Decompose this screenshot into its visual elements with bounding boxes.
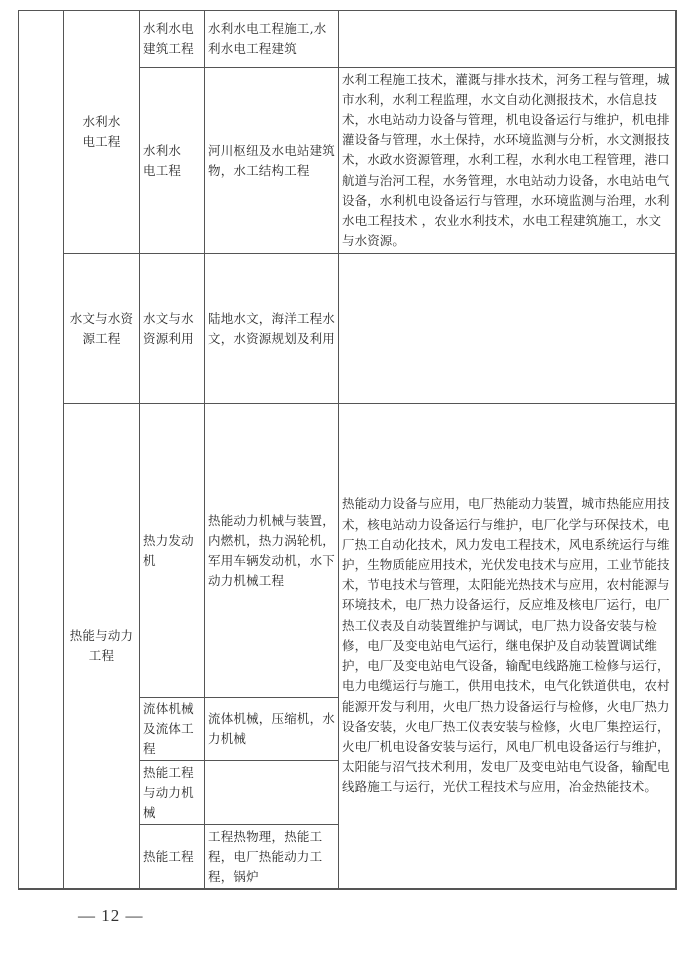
- discipline-label: 水文与水资源工程: [69, 310, 134, 346]
- directions-cell: [204, 403, 339, 698]
- vocational-cell: [338, 67, 676, 254]
- directions-cell: [204, 760, 339, 825]
- discipline-cell-hydrology: [63, 253, 140, 404]
- discipline-label: 水利水电工程: [82, 114, 121, 149]
- discipline-cell-hydraulic: [63, 10, 140, 254]
- vocational-cell: [338, 253, 676, 404]
- category-cell: [18, 10, 64, 889]
- subject-label: 水文与水资源利用: [143, 310, 194, 346]
- directions-cell: [204, 67, 339, 254]
- vocational-text: 热能动力设备与应用，电厂热能动力装置，城市热能应用技术，核电站动力设备运行与维护，电厂化学与环保技术，电厂热工自动化技术，风力发电工程技术，风电系统运行与维护，生物质能应用技术，光伏发电技术与应用，工业节能技术，节电技术与管理，太阳能光热技术与应用，农村能源与环境技术，电厂热力设备运行，反应堆及核电厂运行，电厂热工仪表及自动装置维护与调试，电厂热力设备安装与检修，电厂及变电站电气运行，继电保护及自动装置调试维护，电厂及变电站电气设备，输配电线路施工检修与运行，电力电缆运行与施工，供用电技术，电气化铁道供电，农村能源开发与利用，火电厂热力设备运行与检修，火电厂热力设备安装，火电厂热工仪表安装与检修，火电厂集控运行，火电厂机电设备安装与运行，风电厂机电设备运行与维护，太阳能与沼气技术利用，发电厂及变电站电气设备，输配电线路施工与运行，光伏工程技术与应用，冶金热能技术。: [342, 496, 670, 795]
- subject-label: 热能工程: [143, 848, 194, 864]
- vocational-text: 水利工程施工技术，灌溉与排水技术，河务工程与管理，城市水利，水利工程监理，水文自动化测报技术，水信息技术，水电站动力设备与管理，机电设备运行与维护，机电排灌设备与管理，水土保持，水环境监测与分析，水文测报技术，水政水资源管理，水利工程，水利水电工程管理，港口航道与治河工程，水务管理，水电站动力设备，水电站电气设备，水利机电设备运行与管理，水环境监测与治理，水利水电工程技术 ，农业水利技术，水电工程建筑施工，水文与水资源。: [342, 71, 670, 249]
- directions-cell: [204, 824, 339, 889]
- discipline-label: 热能与动力工程: [69, 628, 134, 663]
- subject-cell: [139, 67, 205, 254]
- page-number: — 12 —: [78, 906, 144, 925]
- directions-cell: [204, 253, 339, 404]
- directions-cell: [204, 10, 339, 68]
- subject-cell: [139, 403, 205, 698]
- subject-cell: [139, 697, 205, 761]
- directions-text: 工程热物理，热能工程，电厂热能动力工程，锅炉: [208, 828, 323, 884]
- directions-text: 热能动力机械与装置，内燃机，热力涡轮机，军用车辆发动机，水下动力机械工程: [208, 512, 336, 588]
- subject-label: 流体机械及流体工程: [143, 701, 194, 756]
- vocational-cell: [338, 403, 676, 889]
- directions-cell: [204, 697, 339, 761]
- vocational-cell: [338, 10, 676, 68]
- subject-label: 热力发动机: [143, 532, 194, 568]
- directions-text: 水利水电工程施工,水利水电工程建筑: [208, 21, 327, 56]
- subject-cell: [139, 824, 205, 889]
- directions-text: 河川枢纽及水电站建筑物，水工结构工程: [208, 142, 336, 178]
- directions-text: 流体机械，压缩机，水力机械: [208, 711, 336, 746]
- discipline-cell-thermal: [63, 403, 140, 889]
- subject-label: 水利水电工程: [143, 142, 182, 178]
- subject-label: 热能工程与动力机械: [143, 764, 194, 820]
- subject-cell: [139, 253, 205, 404]
- directions-text: 陆地水文，海洋工程水文，水资源规划及利用: [208, 310, 336, 346]
- subject-label: 水利水电建筑工程: [143, 21, 194, 56]
- subject-cell: [139, 760, 205, 825]
- subject-cell: [139, 10, 205, 68]
